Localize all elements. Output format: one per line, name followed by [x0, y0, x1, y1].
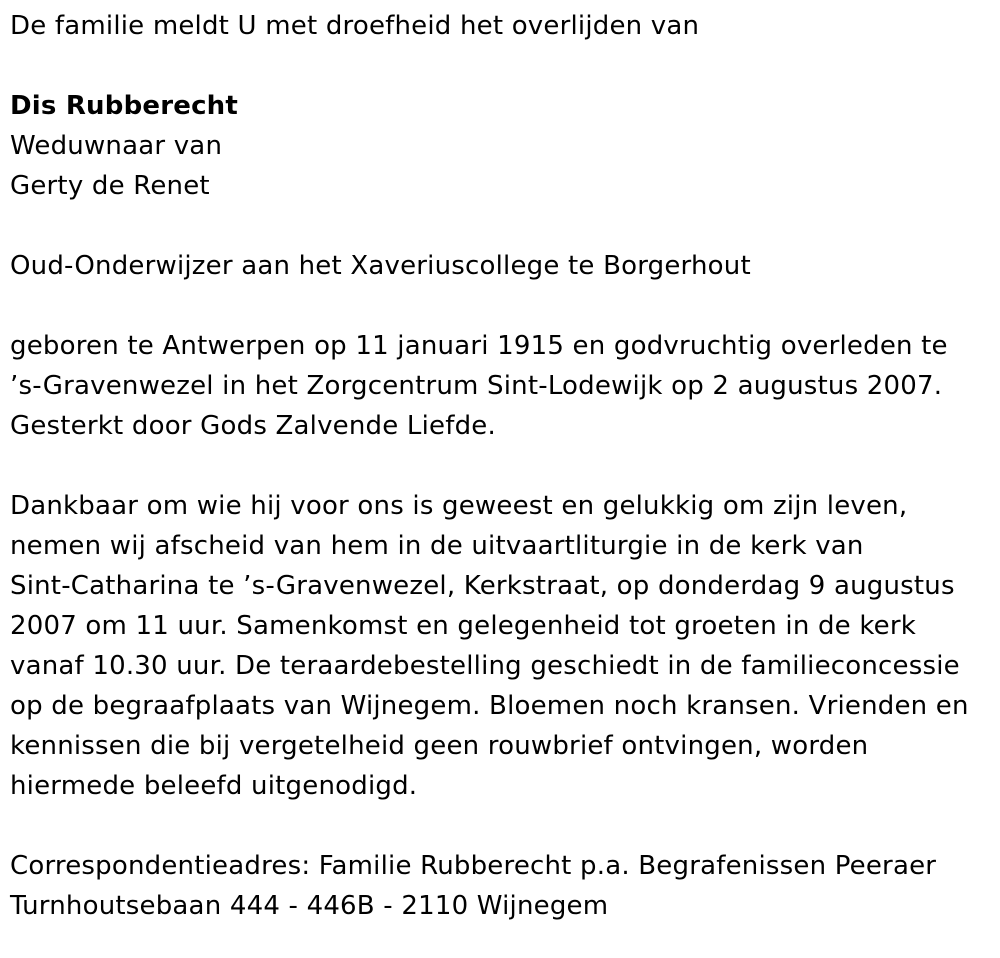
paragraph-line: 2007 om 11 uur. Samenkomst en gelegenheid tot groeten in de kerk [10, 611, 917, 641]
intro-text: De familie meldt U met droefheid het overlijden van [10, 11, 700, 41]
paragraph-line: nemen wij afscheid van hem in de uitvaartliturgie in de kerk van [10, 531, 864, 561]
address-line: Turnhoutsebaan 444 - 446B - 2110 Wijnegem [10, 891, 609, 921]
correspondence-line: Correspondentieadres: Familie Rubberecht p.a. Begrafenissen Peeraer [10, 851, 937, 881]
spacer [10, 206, 990, 246]
spacer [10, 286, 990, 326]
paragraph-line: Gesterkt door Gods Zalvende Liefde. [10, 411, 496, 441]
spacer [10, 46, 990, 86]
paragraph-line: vanaf 10.30 uur. De teraardebestelling geschiedt in de familieconcessie [10, 651, 960, 681]
death-notice [10, 6, 990, 926]
paragraph-line: ’s-Gravenwezel in het Zorgcentrum Sint-Lodewijk op 2 augustus 2007. [10, 371, 943, 401]
ceremony-paragraph [10, 486, 990, 806]
paragraph-line: Sint-Catharina te ’s-Gravenwezel, Kerkstraat, op donderdag 9 augustus [10, 571, 955, 601]
paragraph-line: hiermede beleefd uitgenodigd. [10, 771, 418, 801]
paragraph-line: Dankbaar om wie hij voor ons is geweest en gelukkig om zijn leven, [10, 491, 908, 521]
spacer [10, 806, 990, 846]
correspondence-paragraph [10, 846, 990, 926]
spouse-name: Gerty de Renet [10, 171, 210, 201]
relation-text: Weduwnaar van [10, 131, 223, 161]
paragraph-line: op de begraafplaats van Wijnegem. Bloemen noch kransen. Vrienden en [10, 691, 969, 721]
deceased-name: Dis Rubberecht [10, 91, 239, 121]
spacer [10, 446, 990, 486]
occupation-text: Oud-Onderwijzer aan het Xaveriuscollege te Borgerhout [10, 251, 751, 281]
paragraph-line: geboren te Antwerpen op 11 januari 1915 en godvruchtig overleden te [10, 331, 948, 361]
paragraph-line: kennissen die bij vergetelheid geen rouwbrief ontvingen, worden [10, 731, 869, 761]
birth-death-paragraph [10, 326, 990, 446]
